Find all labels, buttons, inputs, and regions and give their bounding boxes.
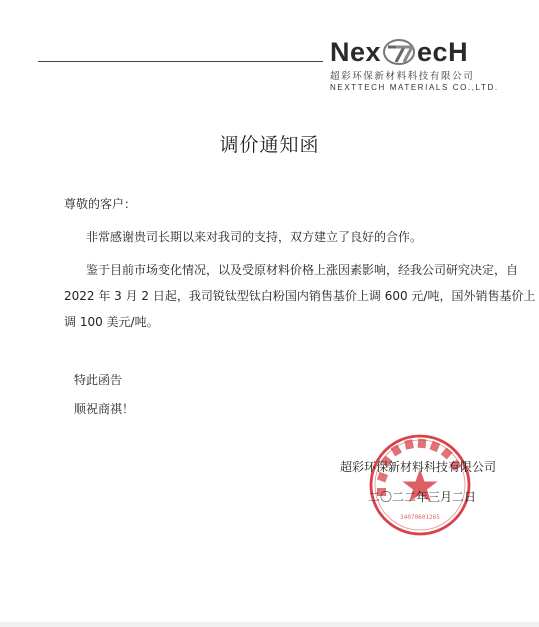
paragraph-notice-line-1: 鉴于目前市场变化情况，以及受原材料价格上涨因素影响，经我公司研究决定，自: [86, 263, 519, 277]
greeting: 尊敬的客户：: [64, 197, 137, 211]
document-title: 调价通知函: [219, 134, 320, 156]
logo-suffix: ecH: [417, 37, 469, 67]
signature-date: 二〇二二年三月二日: [368, 490, 477, 504]
letterhead-divider: [38, 61, 323, 62]
closing-wishes: 顺祝商祺！: [74, 402, 135, 416]
company-seal-stamp: [368, 433, 472, 537]
company-logo: [330, 38, 500, 92]
paragraph-notice-line-2: 2022 年 3 月 2 日起，我司锐钛型钛白粉国内销售基价上调 600 元/吨，国外销售基价上: [64, 289, 536, 303]
company-name-en: NEXTTECH MATERIALS CO.,LTD.: [330, 83, 499, 92]
company-name-cn: 超彩环保新材料科技有限公司: [330, 71, 475, 82]
page-bottom-edge: [0, 622, 539, 627]
closing-notice: 特此函告: [74, 373, 123, 387]
paragraph-thanks: 非常感谢贵司长期以来对我司的支持，双方建立了良好的合作。: [86, 230, 423, 244]
svg-text:34070601265: 34070601265: [400, 514, 440, 521]
logo-tt-mark-icon: [382, 38, 416, 66]
logo-wordmark: [330, 38, 500, 66]
logo-prefix: Nex: [330, 37, 382, 67]
signature-company: 超彩环保新材料科技有限公司: [340, 460, 497, 474]
paragraph-notice-line-3: 调 100 美元/吨。: [64, 315, 159, 329]
